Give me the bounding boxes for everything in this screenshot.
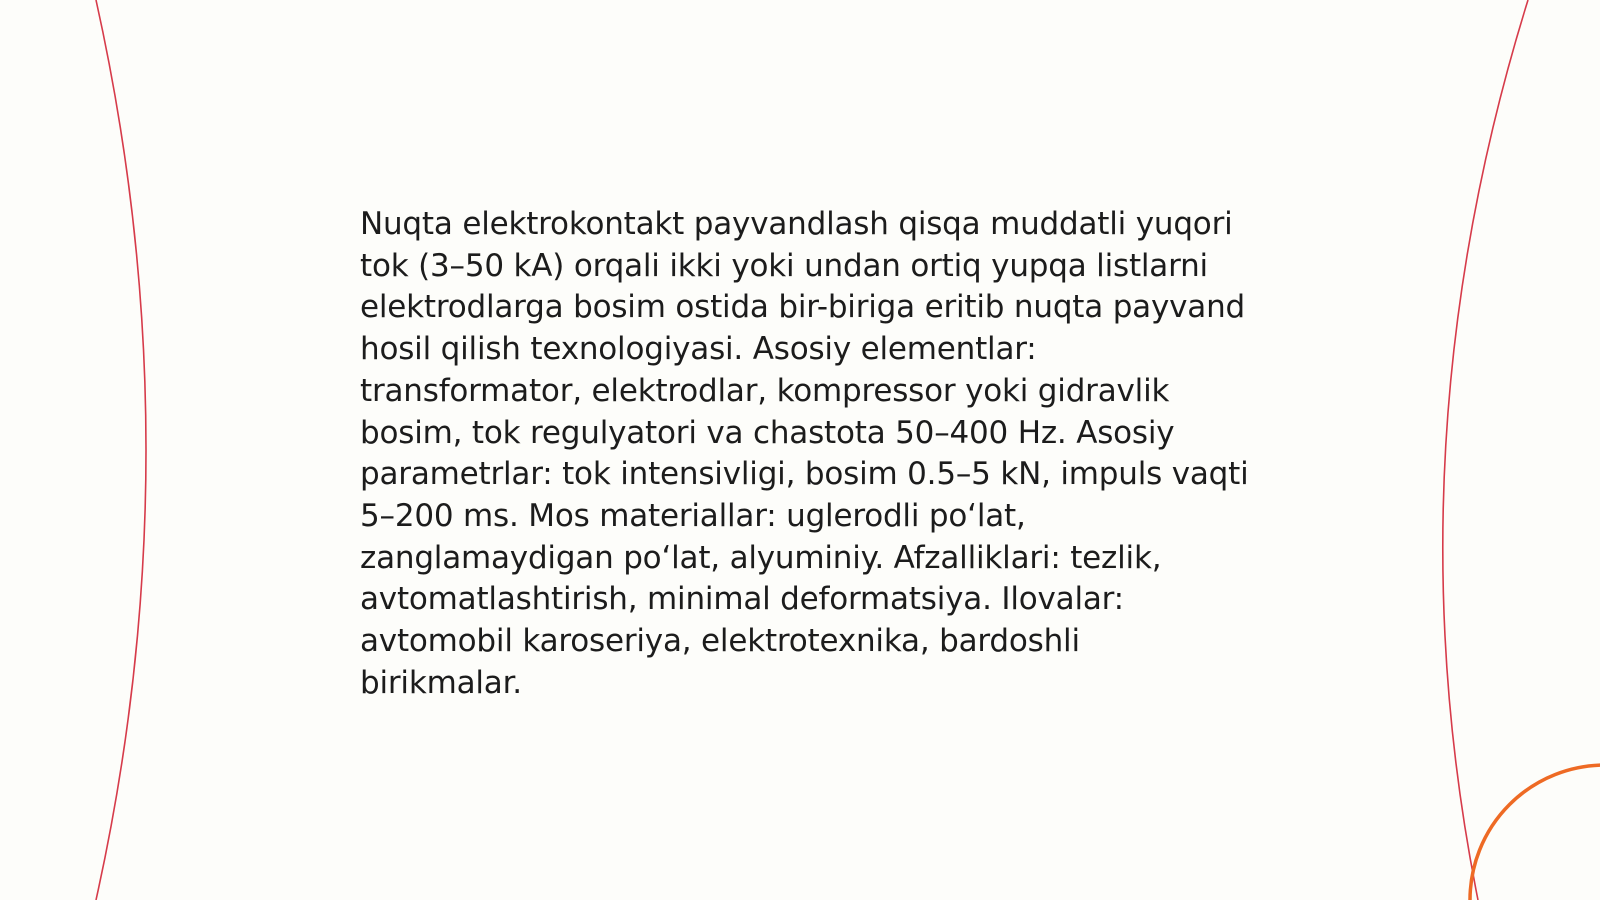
slide-body-text: Nuqta elektrokontakt payvandlash qisqa muddatli yuqori tok (3–50 kA) orqali ikki yoki undan ortiq yupqa listlarni elektrodlarga bosim ostida bir-biriga eritib nuqta payvand hosil qilish texnologiyasi. Asosiy elementlar: transformator, elektrodlar, kompressor yoki gidravlik bosim, tok regulyatori va chastota 50–400 Hz. Asosiy parametrlar: tok intensivligi, bosim 0.5–5 kN, impuls vaqti 5–200 ms. Mos materiallar: uglerodli po‘lat, zanglamaydigan po‘lat, alyuminiy. Afzalliklari: tezlik, avtomatlashtirish, minimal deformatsiya. Ilovalar: avtomobil karoseriya, elektrotexnika, bardoshli birikmalar.: [360, 206, 1249, 701]
left-arc: [96, 0, 146, 900]
right-arc: [1443, 0, 1528, 900]
corner-circle: [1470, 765, 1600, 900]
